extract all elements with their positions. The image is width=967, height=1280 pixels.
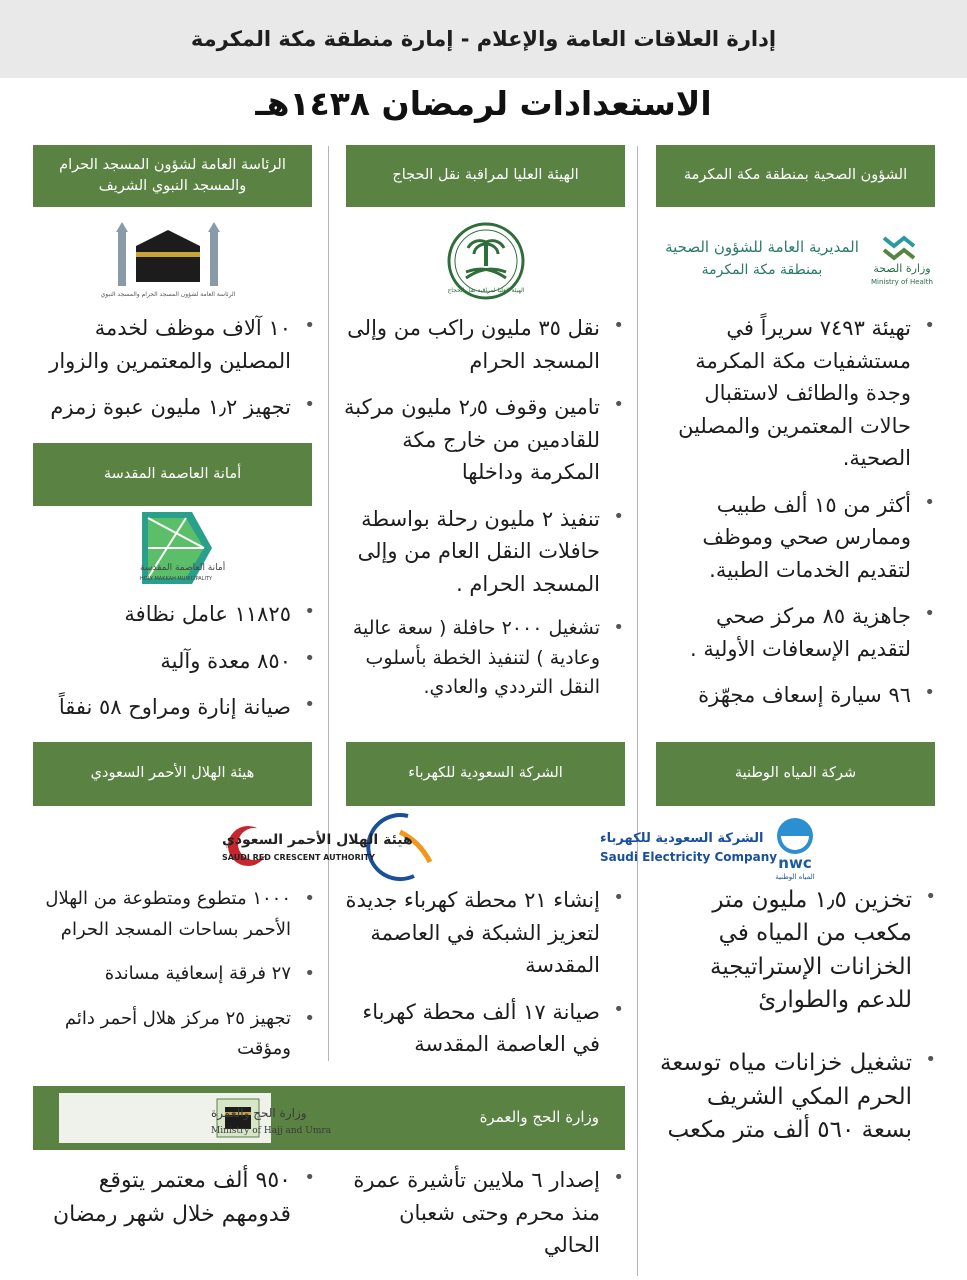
municipality-items-list (26, 598, 321, 738)
svg-text:Ministry of Hajj and Umra: Ministry of Hajj and Umra (211, 1126, 332, 1136)
top-header-bar (0, 0, 967, 78)
list-item: • تشغيل ٢٠٠٠ حافلة ( سعة عالية وعادية ) لتنفيذ الخطة بأسلوب النقل الترددي والعادي. (342, 614, 630, 702)
list-item: • جاهزية ٨٥ مركز صحي لتقديم الإسعافات الأولية . (656, 600, 941, 665)
presidency-section-header: الرئاسة العامة لشؤون المسجد الحرام والمسجد النبوي الشريف (33, 145, 312, 207)
transport-authority-emblem (436, 220, 536, 302)
holy-makkah-municipality-logo (84, 508, 244, 588)
list-item: • نقل ٣٥ مليون راكب من وإلى المسجد الحرام (342, 312, 630, 377)
svg-text:وزارة الصحة: وزارة الصحة (873, 262, 931, 275)
ministry-of-hajj-logo (59, 1093, 332, 1143)
list-item: • تشغيل خزانات مياه توسعة الحرم المكي الشريف بسعة ٥٦٠ ألف متر مكعب (650, 1047, 942, 1147)
list-item: • ٢٧ فرقة إسعافية مساندة (26, 959, 321, 990)
svg-text:الشركة السعودية للكهرباء: الشركة السعودية للكهرباء (600, 831, 764, 846)
list-item: • ١١٨٢٥ عامل نظافة (26, 598, 321, 631)
health-section-header: الشؤون الصحية بمنطقة مكة المكرمة (656, 145, 935, 207)
saudi-red-crescent-logo (46, 818, 413, 874)
list-item: • تجهيز ١٫٢ مليون عبوة زمزم (26, 391, 321, 424)
list-item: • تامين وقوف ٢٫٥ مليون مركبة للقادمين من خارج مكة المكرمة وداخلها (342, 391, 630, 489)
list-item: • ٨٥٠ معدة وآلية (26, 645, 321, 678)
palm-swords-emblem-icon (466, 241, 506, 278)
water-section-header: شركة المياه الوطنية (656, 742, 935, 806)
geometric-municipality-icon (142, 512, 212, 584)
list-item: • تنفيذ ٢ مليون رحلة بواسطة حافلات النقل العام من وإلى المسجد الحرام . (342, 503, 630, 601)
hajj-items-right-list (342, 1164, 630, 1276)
presidency-items-list (26, 312, 321, 438)
health-items-list (656, 312, 941, 726)
hajj-items-left-list (26, 1164, 321, 1246)
svg-text:وزارة الحج والعمرة: وزارة الحج والعمرة (211, 1106, 307, 1120)
svg-text:المياه الوطنية: المياه الوطنية (775, 873, 815, 881)
redcrescent-items-list (26, 884, 321, 1079)
svg-text:هيئة الهلال الأحمر السعودي: هيئة الهلال الأحمر السعودي (222, 832, 413, 848)
list-item: • إصدار ٦ ملايين تأشيرة عمرة منذ محرم وحتى شعبان الحالي (342, 1164, 630, 1262)
municipality-section-header: أمانة العاصمة المقدسة (33, 443, 312, 506)
svg-text:أمانة العاصمة المقدسة: أمانة العاصمة المقدسة (140, 563, 226, 573)
list-item: • تجهيز ٢٥ مركز هلال أحمر دائم ومؤقت (26, 1004, 321, 1065)
hajj-section-header: وزارة الحج والعمرة وزارة الحج والعمرة Ministry of Hajj and Umra (33, 1086, 625, 1150)
electricity-section-header: الشركة السعودية للكهرباء (346, 742, 625, 806)
nwc-logo (755, 812, 835, 882)
kaaba-minarets-icon (116, 222, 220, 286)
svg-text:بمنطقة مكة المكرمة: بمنطقة مكة المكرمة (701, 262, 823, 278)
list-item: • ٩٦ سيارة إسعاف مجهّزة (656, 679, 941, 712)
ministry-of-health-logo (662, 216, 933, 296)
svg-text:Ministry of Health: Ministry of Health (871, 278, 933, 286)
two-holy-mosques-presidency-logo (100, 216, 236, 302)
svg-text:الهيئة العليا لمراقبة نقل الحج: الهيئة العليا لمراقبة نقل الحجاج (447, 287, 525, 294)
svg-text:nwc: nwc (778, 854, 812, 872)
list-item: • صيانة إنارة ومراوح ٥٨ نفقاً (26, 691, 321, 724)
electricity-items-list (342, 884, 630, 1075)
column-divider-left (328, 146, 329, 1061)
water-items-list (650, 884, 942, 1177)
health-emblem-icon (884, 238, 914, 258)
svg-text:Saudi Electricity Company: Saudi Electricity Company (600, 850, 778, 864)
column-divider-right (637, 146, 638, 1276)
list-item: • ٩٥٠ ألف معتمر يتوقع قدومهم خلال شهر رمضان (26, 1164, 321, 1232)
organization-name: إدارة العلاقات العامة والإعلام - إمارة منطقة مكة المكرمة (190, 27, 777, 51)
svg-text:الرئاسة العامة لشؤون المسجد ال: الرئاسة العامة لشؤون المسجد الحرام والمسجد النبوي (100, 291, 236, 298)
list-item: • إنشاء ٢١ محطة كهرباء جديدة لتعزيز الشبكة في العاصمة المقدسة (342, 884, 630, 982)
list-item: • أكثر من ١٥ ألف طبيب وممارس صحي وموظف لتقديم الخدمات الطبية. (656, 489, 941, 587)
list-item: • صيانة ١٧ ألف محطة كهرباء في العاصمة المقدسة (342, 996, 630, 1061)
transport-items-list (342, 312, 630, 717)
page-title: الاستعدادات لرمضان ١٤٣٨هـ (255, 84, 712, 123)
redcrescent-section-header: هيئة الهلال الأحمر السعودي (33, 742, 312, 806)
list-item: • تهيئة ٧٤٩٣ سريراً في مستشفيات مكة المكرمة وجدة والطائف لاستقبال حالات المعتمرين والمصلين الصحية. (656, 312, 941, 475)
svg-text:SAUDI RED CRESCENT AUTHORITY: SAUDI RED CRESCENT AUTHORITY (222, 853, 375, 862)
svg-text:HOLY MAKKAH MUNICIPALITY: HOLY MAKKAH MUNICIPALITY (140, 576, 213, 582)
list-item: • ١٠ آلاف موظف لخدمة المصلين والمعتمرين والزوار (26, 312, 321, 377)
svg-text:المديرية العامة للشؤون الصحية: المديرية العامة للشؤون الصحية (665, 238, 859, 256)
list-item: • تخزين ١٫٥ مليون متر مكعب من المياه في الخزانات الإستراتيجية للدعم والطوارئ (650, 884, 942, 1017)
list-item: • ١٠٠٠ متطوع ومتطوعة من الهلال الأحمر بساحات المسجد الحرام (26, 884, 321, 945)
transport-section-header: الهيئة العليا لمراقبة نقل الحجاج (346, 145, 625, 207)
